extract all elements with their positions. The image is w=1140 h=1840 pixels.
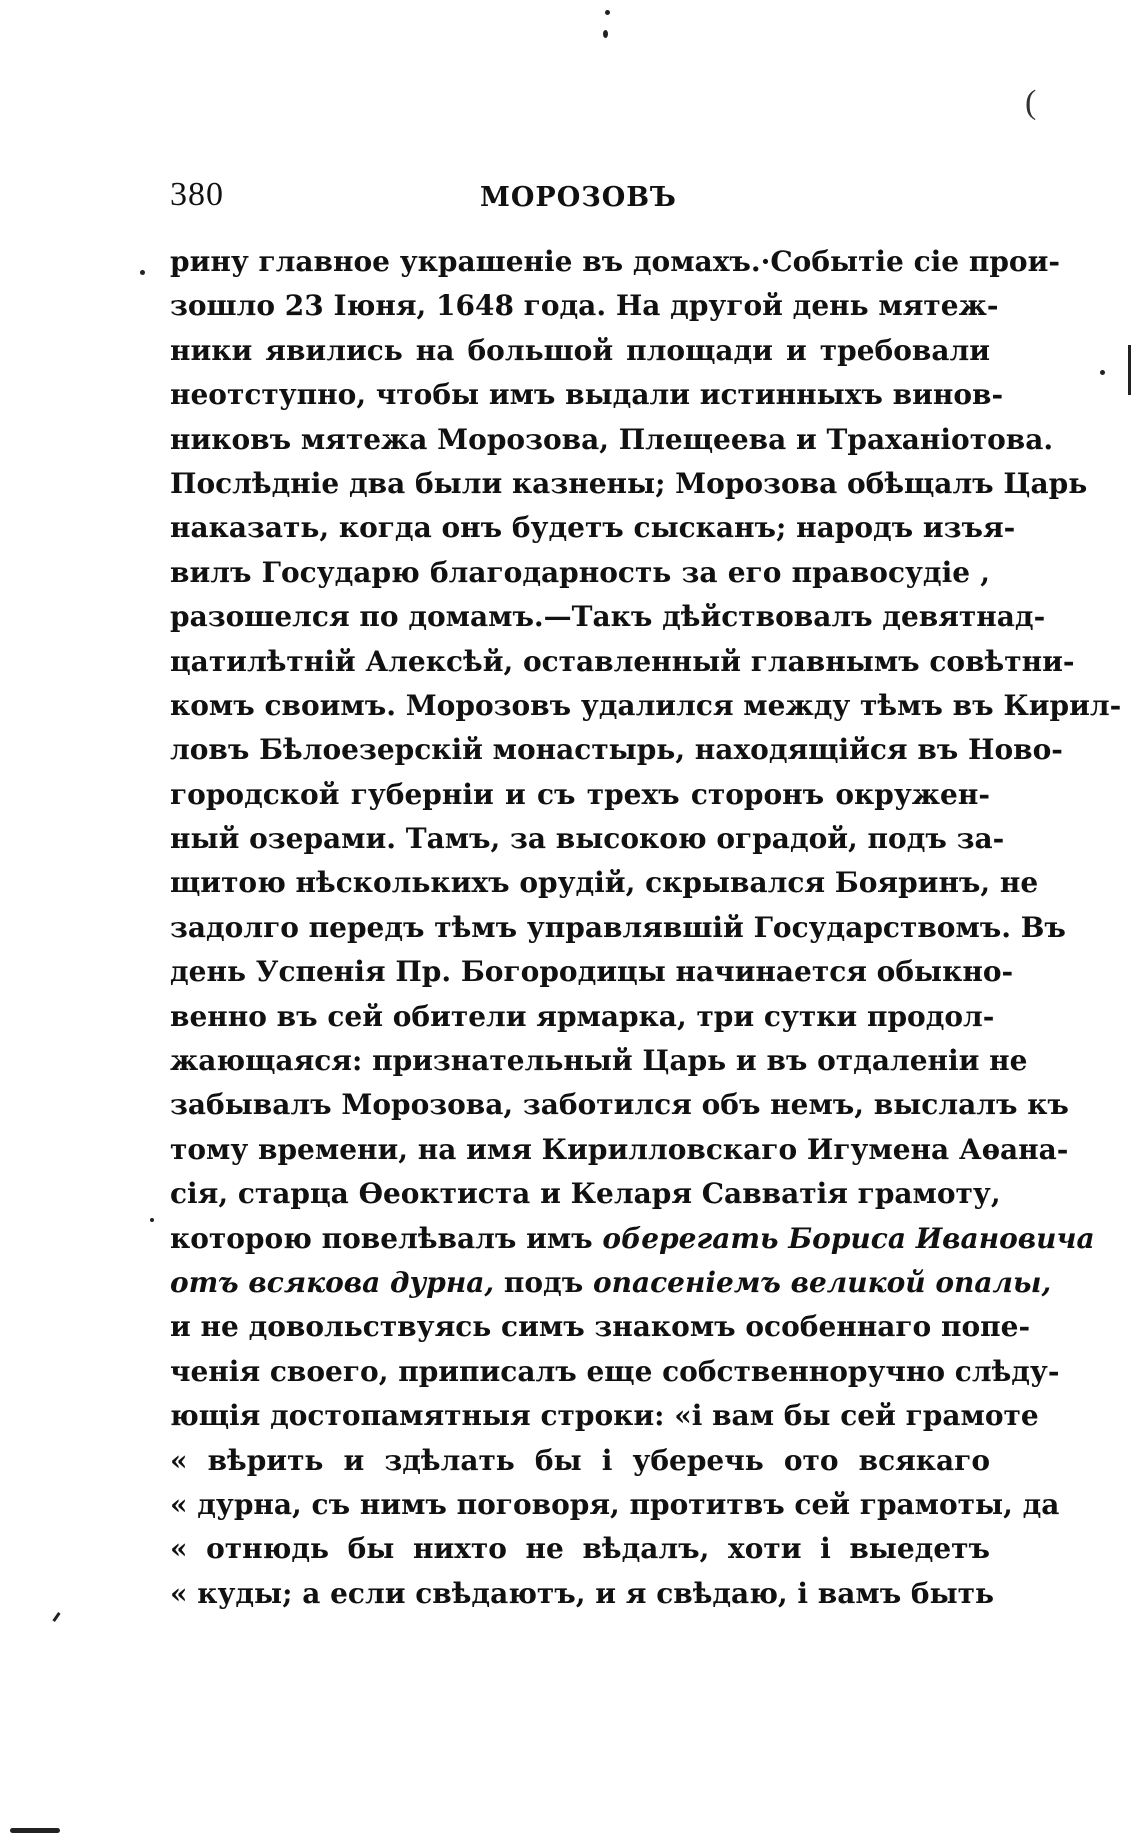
italic-phrase: опасеніемъ великой опалы, xyxy=(592,1265,1052,1299)
text-line: тому времени, на имя Кирилловскаго Игумена Аѳана- xyxy=(170,1132,1069,1166)
text-line: ный озерами. Тамъ, за высокою оградой, подъ за- xyxy=(170,822,1005,856)
text-line: комъ своимъ. Морозовъ удалился между тѣмъ въ Кирил- xyxy=(170,688,1122,722)
text-line: цатилѣтній Алексѣй, оставленный главнымъ совѣтни- xyxy=(170,644,1075,678)
text-line: забывалъ Морозова, заботился объ немъ, выслалъ къ xyxy=(170,1088,1069,1122)
text-line: « дурна, съ нимъ поговоря, протитвъ сей грамоты, да xyxy=(170,1487,1060,1521)
text-line: щитою нѣсколькихъ орудій, скрывался Бояринъ, не xyxy=(170,866,1039,900)
text-line: Послѣдніе два были казнены; Морозова обѣщалъ Царь xyxy=(170,466,1088,500)
text-line: ющія достопамятныя строки: «і вам бы сей грамоте xyxy=(170,1399,1039,1433)
text-line: наказать, когда онъ будетъ сысканъ; народъ изъя- xyxy=(170,511,1016,545)
text-line: неотступно, чтобы имъ выдали истинныхъ винов- xyxy=(170,378,1004,412)
italic-phrase: оберегать Бориса Ивановича xyxy=(602,1221,1095,1255)
text-line: ловъ Бѣлоезерскій монастырь, находящійся въ Ново- xyxy=(170,733,1063,767)
text-line: задолго передъ тѣмъ управлявшій Государствомъ. Въ xyxy=(170,910,1066,944)
text-line: и не довольствуясь симъ знакомъ особеннаго попе- xyxy=(170,1310,1031,1344)
text-line: рину главное украшеніе въ домахъ.·Событіе сіе прои- xyxy=(170,245,1060,278)
ink-speck xyxy=(603,30,608,38)
italic-phrase: отъ всякова дурна, xyxy=(170,1265,495,1299)
ink-speck xyxy=(1100,370,1105,375)
text-line: « вѣрить и здѣлать бы і уберечь ото всякаго xyxy=(170,1443,990,1477)
text-line: зошло 23 Іюня, 1648 года. На другой день мятеж- xyxy=(170,289,999,323)
text-line: вилъ Государю благодарность за его правосудіе , xyxy=(170,555,990,589)
text-line: ники явились на большой площади и требовали xyxy=(170,333,990,367)
text-line: венно въ сей обители ярмарка, три сутки продол- xyxy=(170,999,995,1033)
margin-mark: ( xyxy=(1025,84,1037,121)
page-number: 380 xyxy=(170,176,224,213)
body-text xyxy=(170,240,1122,1616)
ink-speck xyxy=(605,10,610,15)
text-line: день Успенія Пр. Богородицы начинается обыкно- xyxy=(170,955,1014,989)
ink-speck xyxy=(150,1218,154,1222)
margin-mark xyxy=(1128,345,1131,395)
text-line xyxy=(170,1261,1052,1305)
text-line: « отнюдь бы нихто не вѣдалъ, хоти і выедетъ xyxy=(170,1532,990,1566)
text-line: « куды; а если свѣдаютъ, и я свѣдаю, і вамъ быть xyxy=(170,1576,995,1610)
text-line: разошелся по домамъ.—Такъ дѣйствовалъ девятнад- xyxy=(170,600,1046,634)
page-header xyxy=(170,176,990,226)
margin-mark xyxy=(52,1612,60,1622)
text-line: сія, старца Ѳеоктиста и Келаря Савватія грамоту, xyxy=(170,1177,1001,1211)
ink-speck xyxy=(140,270,145,275)
text-span: которою повелѣвалъ имъ xyxy=(170,1221,603,1255)
text-line xyxy=(170,1217,1095,1261)
text-line: ченія своего, приписалъ еще собственноручно слѣду- xyxy=(170,1354,1060,1388)
margin-mark xyxy=(10,1828,60,1833)
running-head: МОРОЗОВЪ xyxy=(480,182,677,213)
text-span: подъ xyxy=(494,1265,593,1299)
text-line: никовъ мятежа Морозова, Плещеева и Траханіотова. xyxy=(170,422,1054,456)
text-line: жающаяся: признательный Царь и въ отдаленіи не xyxy=(170,1044,1028,1078)
text-line: городской губерніи и съ трехъ сторонъ окружен- xyxy=(170,777,990,811)
